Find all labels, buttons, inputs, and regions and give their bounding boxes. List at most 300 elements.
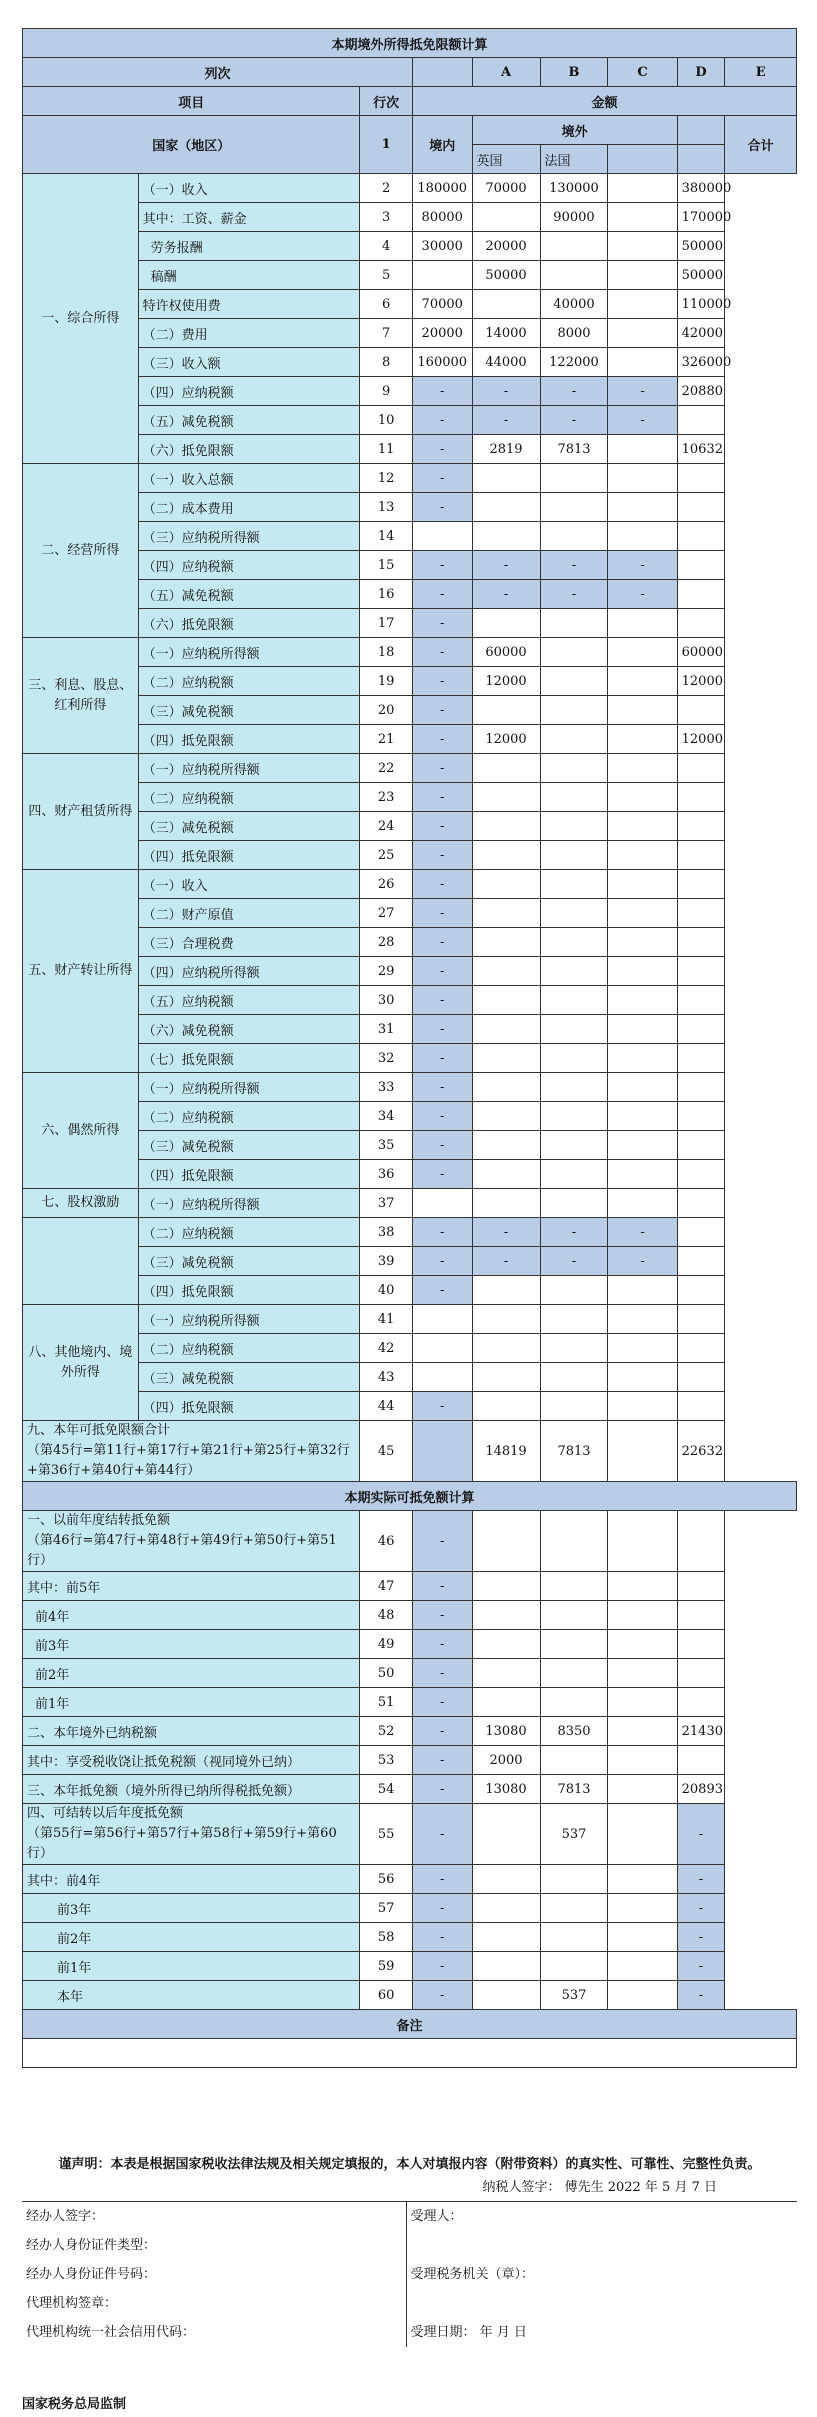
- row-number: 13: [360, 493, 412, 522]
- cell-e: 170000: [677, 203, 725, 232]
- row-label: 稿酬: [138, 261, 360, 290]
- table-row: [23, 1981, 797, 2010]
- cell-e: [677, 1334, 725, 1363]
- table-row: [23, 638, 797, 667]
- cell-d: [608, 203, 677, 232]
- cell-e: [677, 986, 725, 1015]
- row-number: 29: [360, 957, 412, 986]
- row-number: 5: [360, 261, 412, 290]
- cell-d: [608, 1923, 677, 1952]
- cell-a: -: [412, 928, 472, 957]
- row-label: 其中：前5年: [23, 1572, 360, 1601]
- row-label: （四）抵免限额: [138, 1276, 360, 1305]
- cell-e: -: [677, 1894, 725, 1923]
- cell-b: [472, 1305, 540, 1334]
- cell-c: [540, 232, 608, 261]
- cell-c: 90000: [540, 203, 608, 232]
- cell-c: 7813: [540, 1421, 608, 1482]
- cell-d: [608, 493, 677, 522]
- cell-d: [608, 1392, 677, 1421]
- cell-b: 14819: [472, 1421, 540, 1482]
- cell-e: 20893: [677, 1775, 725, 1804]
- cell-b: [472, 899, 540, 928]
- row-number: 42: [360, 1334, 412, 1363]
- cell-b: [472, 1276, 540, 1305]
- row-label: （六）减免税额: [138, 1015, 360, 1044]
- row-label: （三）合理税费: [138, 928, 360, 957]
- row-number: 54: [360, 1775, 412, 1804]
- cell-d: [608, 1363, 677, 1392]
- label-line-2: （第55行=第56行+第57行+第58行+第59行+第60行）: [27, 1826, 337, 1861]
- row-label: （三）减免税额: [138, 1131, 360, 1160]
- cell-d: -: [608, 1218, 677, 1247]
- table-row: [23, 464, 797, 493]
- row-label: （二）应纳税额: [138, 667, 360, 696]
- table-row: [23, 435, 797, 464]
- row-number: 7: [360, 319, 412, 348]
- remarks-row: [23, 2010, 797, 2039]
- table-row: [23, 812, 797, 841]
- cell-b: 20000: [472, 232, 540, 261]
- row-label: （一）应纳税所得额: [138, 1073, 360, 1102]
- cell-a: -: [412, 1102, 472, 1131]
- row-label: （二）成本费用: [138, 493, 360, 522]
- cell-e: 21430: [677, 1717, 725, 1746]
- cell-a: -: [412, 1073, 472, 1102]
- row-label: （二）财产原值: [138, 899, 360, 928]
- cell-empty: [608, 1688, 677, 1717]
- cell-b: [472, 1015, 540, 1044]
- cell-a: -: [412, 957, 472, 986]
- cell-a: -: [412, 1511, 472, 1572]
- table-row: [23, 1305, 797, 1334]
- cell-a: -: [412, 1894, 472, 1923]
- cell-d: [608, 464, 677, 493]
- cell-c: [540, 812, 608, 841]
- cell-a: -: [412, 1659, 472, 1688]
- cell-d: -: [608, 377, 677, 406]
- cell-d: [608, 1894, 677, 1923]
- cell-e: 110000: [677, 290, 725, 319]
- row-label: （二）应纳税额: [138, 783, 360, 812]
- cell-d: [608, 348, 677, 377]
- cell-c: -: [540, 1247, 608, 1276]
- cell-a: -: [412, 1952, 472, 1981]
- country-uk: 英国: [472, 145, 540, 174]
- row-number: 50: [360, 1659, 412, 1688]
- cell-b: [472, 1392, 540, 1421]
- row-number: 37: [360, 1189, 412, 1218]
- table-row: [23, 1630, 797, 1659]
- cell-b: [472, 957, 540, 986]
- table-row: [23, 1952, 797, 1981]
- cell-b: [472, 696, 540, 725]
- row-number: 10: [360, 406, 412, 435]
- table-row: [23, 1044, 797, 1073]
- row-number: 27: [360, 899, 412, 928]
- cell-d: [608, 812, 677, 841]
- cell-e: [677, 1276, 725, 1305]
- row-label: （三）减免税额: [138, 1363, 360, 1392]
- table-row: [23, 174, 797, 203]
- cell-e: [677, 1746, 725, 1775]
- cell-a: -: [412, 1923, 472, 1952]
- cell-a: -: [412, 899, 472, 928]
- cell-d: [608, 725, 677, 754]
- cell-c: 537: [540, 1981, 608, 2010]
- table-row: [23, 1363, 797, 1392]
- cell-e: -: [677, 1923, 725, 1952]
- part2-title: 本期实际可抵免额计算: [23, 1482, 797, 1511]
- row-number: 55: [360, 1804, 412, 1865]
- cell-b: [472, 754, 540, 783]
- footer-right-line: 受理日期： 年 月 日: [410, 2325, 527, 2340]
- cell-c: [540, 870, 608, 899]
- row-number: 57: [360, 1894, 412, 1923]
- cell-b: [472, 841, 540, 870]
- table-row: [23, 348, 797, 377]
- table-row: [23, 232, 797, 261]
- cell-a: -: [412, 1044, 472, 1073]
- cell-e: [677, 783, 725, 812]
- table-row: [23, 1804, 797, 1865]
- row-label: 本年: [23, 1981, 360, 2010]
- cell-e: [677, 812, 725, 841]
- col-d: D: [677, 58, 725, 87]
- table-row: [23, 1775, 797, 1804]
- footer-left-line: 经办人身份证件类型：: [26, 2238, 157, 2253]
- col-b: B: [540, 58, 608, 87]
- cell-d: [608, 1160, 677, 1189]
- cell-e: [677, 609, 725, 638]
- table-row: [23, 1717, 797, 1746]
- cell-e: [677, 1015, 725, 1044]
- declaration-text: 谨声明：本表是根据国家税收法律法规及相关规定填报的，本人对填报内容（附带资料）的真实性、可靠性、完整性负责。: [58, 2157, 761, 2172]
- cell-d: [608, 696, 677, 725]
- cell-d: [608, 1952, 677, 1981]
- cell-a: -: [412, 1131, 472, 1160]
- table-row: [23, 1015, 797, 1044]
- cell-c: -: [540, 580, 608, 609]
- row-number: 9: [360, 377, 412, 406]
- cell-a: -: [412, 609, 472, 638]
- cell-a: -: [412, 754, 472, 783]
- cell-e: [677, 1392, 725, 1421]
- cell-b: 44000: [472, 348, 540, 377]
- table-row: [23, 609, 797, 638]
- cell-b: [472, 1894, 540, 1923]
- row-number: 14: [360, 522, 412, 551]
- table-row: [23, 319, 797, 348]
- cell-c: 8350: [540, 1717, 608, 1746]
- cell-e: -: [677, 1952, 725, 1981]
- cell-a: 30000: [412, 232, 472, 261]
- cell-a: -: [412, 1746, 472, 1775]
- cell-empty: [677, 1601, 725, 1630]
- cell-a: -: [412, 1601, 472, 1630]
- cell-b: [472, 928, 540, 957]
- row-number: 30: [360, 986, 412, 1015]
- cell-e: [677, 580, 725, 609]
- table-row: [23, 1511, 797, 1572]
- cell-e: 50000: [677, 232, 725, 261]
- cell-a: -: [412, 725, 472, 754]
- row-number: 58: [360, 1923, 412, 1952]
- cell-empty: [677, 1688, 725, 1717]
- row-label: （二）应纳税额: [138, 1218, 360, 1247]
- cell-e: [677, 928, 725, 957]
- table-row: [23, 1865, 797, 1894]
- row-label: 前1年: [23, 1952, 360, 1981]
- declaration-block: [22, 2145, 797, 2347]
- row-number: 34: [360, 1102, 412, 1131]
- cell-d: [608, 261, 677, 290]
- cell-c: [540, 1131, 608, 1160]
- total-header: 合计: [725, 116, 797, 174]
- cell-c: [540, 1952, 608, 1981]
- cell-d: [608, 1865, 677, 1894]
- row-number: 56: [360, 1865, 412, 1894]
- row-label: 前2年: [23, 1659, 360, 1688]
- cell-e: [677, 1218, 725, 1247]
- table-row: [23, 1601, 797, 1630]
- cell-a: -: [412, 435, 472, 464]
- table-row: [23, 406, 797, 435]
- cell-a: -: [412, 638, 472, 667]
- row-number: 6: [360, 290, 412, 319]
- row-number: 31: [360, 1015, 412, 1044]
- section-label-s4: 四、财产租赁所得: [23, 754, 139, 870]
- cell-a: -: [412, 696, 472, 725]
- cell-d: [608, 1746, 677, 1775]
- cell-c: [540, 1189, 608, 1218]
- row-number: 52: [360, 1717, 412, 1746]
- row-number: 48: [360, 1601, 412, 1630]
- row-label: （四）应纳税所得额: [138, 957, 360, 986]
- cell-c: [540, 754, 608, 783]
- cell-d: [608, 1102, 677, 1131]
- cell-a: [412, 1189, 472, 1218]
- cell-d: [608, 232, 677, 261]
- table-row: [23, 1334, 797, 1363]
- table-row: [23, 899, 797, 928]
- cell-d: [608, 435, 677, 464]
- section-label-s8: 八、其他境内、境外所得: [23, 1305, 139, 1421]
- row-label: （四）应纳税额: [138, 377, 360, 406]
- row-label: （一）应纳税所得额: [138, 1189, 360, 1218]
- row-label: （一）应纳税所得额: [138, 754, 360, 783]
- cell-c: [540, 667, 608, 696]
- row-number: 22: [360, 754, 412, 783]
- taxpayer-signature: 纳税人签字： 傅先生 2022 年 5 月 7 日: [482, 2180, 717, 2195]
- cell-empty: [472, 1659, 540, 1688]
- cell-a: -: [412, 870, 472, 899]
- cell-empty: [472, 1601, 540, 1630]
- cell-e: 42000: [677, 319, 725, 348]
- cell-d: [608, 841, 677, 870]
- cell-c: 8000: [540, 319, 608, 348]
- cell-b: [472, 1073, 540, 1102]
- table-row: [23, 696, 797, 725]
- overseas-header: 境外: [472, 116, 677, 145]
- cell-b: [472, 783, 540, 812]
- row-label: （三）减免税额: [138, 1247, 360, 1276]
- cell-c: [540, 1160, 608, 1189]
- cell-c: [540, 1073, 608, 1102]
- table-row: [23, 261, 797, 290]
- col-c: C: [608, 58, 677, 87]
- cell-c: [540, 464, 608, 493]
- cell-e: [677, 1189, 725, 1218]
- cell-a: -: [412, 1276, 472, 1305]
- cell-d: [608, 754, 677, 783]
- cell-e: 10632: [677, 435, 725, 464]
- footer-right-line: 受理税务机关（章）：: [410, 2267, 535, 2282]
- table-row: [23, 1572, 797, 1601]
- row-number: 24: [360, 812, 412, 841]
- cell-e: -: [677, 1804, 725, 1865]
- cell-b: [472, 1804, 540, 1865]
- table-row: [23, 522, 797, 551]
- cell-a: -: [412, 812, 472, 841]
- cell-b: [472, 1102, 540, 1131]
- cell-a: -: [412, 1015, 472, 1044]
- cell-d: [608, 1511, 677, 1572]
- row-label: 其中：工资、薪金: [138, 203, 360, 232]
- table-row: [23, 725, 797, 754]
- row-label: （五）减免税额: [138, 580, 360, 609]
- cell-c: [540, 1923, 608, 1952]
- cell-b: 13080: [472, 1775, 540, 1804]
- table-row: [23, 783, 797, 812]
- cell-d: [608, 1015, 677, 1044]
- section-label-s3: 三、利息、股息、红利所得: [23, 638, 139, 754]
- cell-e: [677, 870, 725, 899]
- table-row: [23, 1218, 797, 1247]
- cell-e: [677, 522, 725, 551]
- footer-left-line: 代理机构统一社会信用代码：: [26, 2325, 196, 2340]
- row-label: （六）抵免限额: [138, 435, 360, 464]
- cell-a: -: [412, 986, 472, 1015]
- cell-b: -: [472, 1247, 540, 1276]
- cell-b: [472, 493, 540, 522]
- cell-empty: [677, 1572, 725, 1601]
- section-label-s1: 一、综合所得: [23, 174, 139, 464]
- cell-a: -: [412, 1218, 472, 1247]
- item-header: 项目: [23, 87, 360, 116]
- cell-e: [677, 1131, 725, 1160]
- row-number: 11: [360, 435, 412, 464]
- cell-c: [540, 1334, 608, 1363]
- cell-c: [540, 928, 608, 957]
- cell-e: 326000: [677, 348, 725, 377]
- cell-b: 12000: [472, 667, 540, 696]
- cell-d: [608, 319, 677, 348]
- cell-empty: [608, 1572, 677, 1601]
- footer-right-line: [411, 2231, 794, 2260]
- cell-c: [540, 986, 608, 1015]
- total-limit-formula: （第45行=第11行+第17行+第21行+第25行+第32行+第36行+第40行+第44行）: [27, 1443, 350, 1478]
- cell-c: [540, 1276, 608, 1305]
- cell-e: [677, 841, 725, 870]
- cell-e: [677, 899, 725, 928]
- cell-empty: [472, 1688, 540, 1717]
- row-number: 20: [360, 696, 412, 725]
- cell-a: -: [412, 493, 472, 522]
- cell-c: [540, 783, 608, 812]
- cell-d: [608, 638, 677, 667]
- row-number: 17: [360, 609, 412, 638]
- cell-a: -: [412, 1717, 472, 1746]
- cell-b: [472, 1952, 540, 1981]
- cell-b: 2819: [472, 435, 540, 464]
- row-number: 15: [360, 551, 412, 580]
- row-number: 44: [360, 1392, 412, 1421]
- cell-d: [608, 1334, 677, 1363]
- footer-left-line: 经办人签字：: [26, 2209, 105, 2224]
- row-label: （七）抵免限额: [138, 1044, 360, 1073]
- row-label: （三）应纳税所得额: [138, 522, 360, 551]
- cell-a: -: [412, 1804, 472, 1865]
- row-label: （一）收入总额: [138, 464, 360, 493]
- cell-e: 60000: [677, 638, 725, 667]
- row-label: （一）应纳税所得额: [138, 638, 360, 667]
- country-france: 法国: [540, 145, 608, 174]
- table-row: [23, 841, 797, 870]
- cell-e: [677, 464, 725, 493]
- cell-empty: [677, 1630, 725, 1659]
- table-row: [23, 1131, 797, 1160]
- row-label: （三）减免税额: [138, 696, 360, 725]
- cell-c: [540, 1746, 608, 1775]
- row-label: （四）抵免限额: [138, 1160, 360, 1189]
- label-line-2: （第46行=第47行+第48行+第49行+第50行+第51行）: [27, 1533, 337, 1568]
- cell-e: [677, 1044, 725, 1073]
- cell-c: -: [540, 377, 608, 406]
- cell-c: [540, 696, 608, 725]
- col-a: A: [472, 58, 540, 87]
- cell-e: 12000: [677, 725, 725, 754]
- row-number: 43: [360, 1363, 412, 1392]
- row-label: （二）应纳税额: [138, 1102, 360, 1131]
- cell-b: 12000: [472, 725, 540, 754]
- cell-a: -: [412, 1865, 472, 1894]
- footer-table: [22, 2201, 797, 2347]
- cell-d: -: [608, 551, 677, 580]
- row-number: 33: [360, 1073, 412, 1102]
- row-number: 26: [360, 870, 412, 899]
- row-label: （二）费用: [138, 319, 360, 348]
- table-row: [23, 1688, 797, 1717]
- domestic-header: 境内: [412, 116, 472, 174]
- row-label: 其中：前4年: [23, 1865, 360, 1894]
- cell-c: 7813: [540, 1775, 608, 1804]
- cell-b: [472, 1923, 540, 1952]
- row-number: 23: [360, 783, 412, 812]
- cell-c: [540, 1865, 608, 1894]
- cell-d: [608, 1804, 677, 1865]
- cell-d: [608, 1189, 677, 1218]
- table-row: [23, 928, 797, 957]
- row-label: （二）应纳税额: [138, 1334, 360, 1363]
- cell-d: -: [608, 1247, 677, 1276]
- cell-e: [677, 957, 725, 986]
- table-row: [23, 1659, 797, 1688]
- cell-c: 40000: [540, 290, 608, 319]
- cell-d: [608, 1044, 677, 1073]
- cell-c: [540, 1511, 608, 1572]
- cell-a: [412, 1334, 472, 1363]
